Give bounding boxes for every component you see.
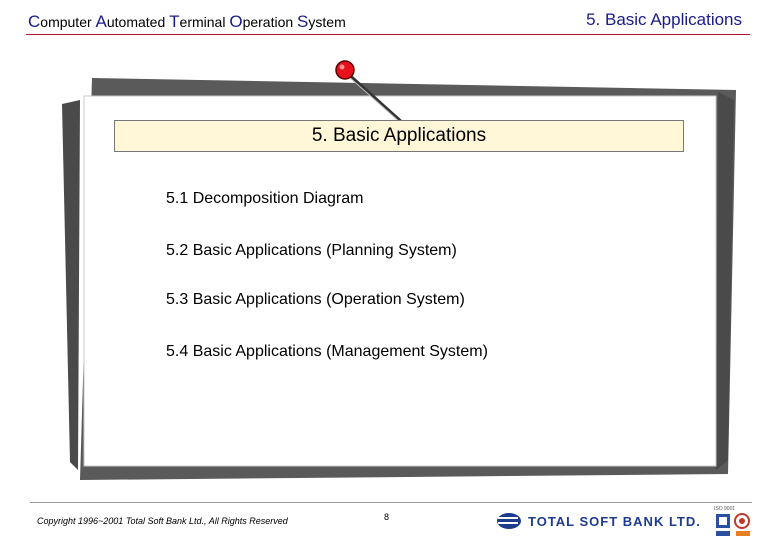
- list-item[interactable]: 5.3 Basic Applications (Operation System): [166, 291, 465, 308]
- copyright-text: Copyright 1996~2001 Total Soft Bank Ltd., All Rights Reserved: [37, 516, 288, 526]
- company-logo: [496, 512, 701, 530]
- list-item[interactable]: 5.4 Basic Applications (Management System): [166, 343, 488, 360]
- section-title: 5. Basic Applications: [586, 10, 742, 29]
- board-shadow-left: [62, 100, 80, 470]
- system-title-word: Automated: [95, 12, 170, 31]
- company-name: TOTAL SOFT BANK LTD.: [528, 513, 701, 529]
- board-title: 5. Basic Applications: [114, 120, 684, 152]
- system-title-word: System: [297, 12, 346, 31]
- page-number: 8: [384, 512, 390, 522]
- list-item[interactable]: 5.2 Basic Applications (Planning System): [166, 242, 457, 259]
- system-title-word: Terminal: [169, 12, 230, 31]
- footer-divider: [30, 502, 752, 503]
- iso-certification-icon: ISO 9001: [714, 506, 754, 538]
- system-title-word: Operation: [229, 12, 298, 31]
- list-item[interactable]: 5.1 Decomposition Diagram: [166, 190, 364, 207]
- system-title-word: Computer: [28, 12, 96, 31]
- tsb-logo-icon: [496, 512, 522, 530]
